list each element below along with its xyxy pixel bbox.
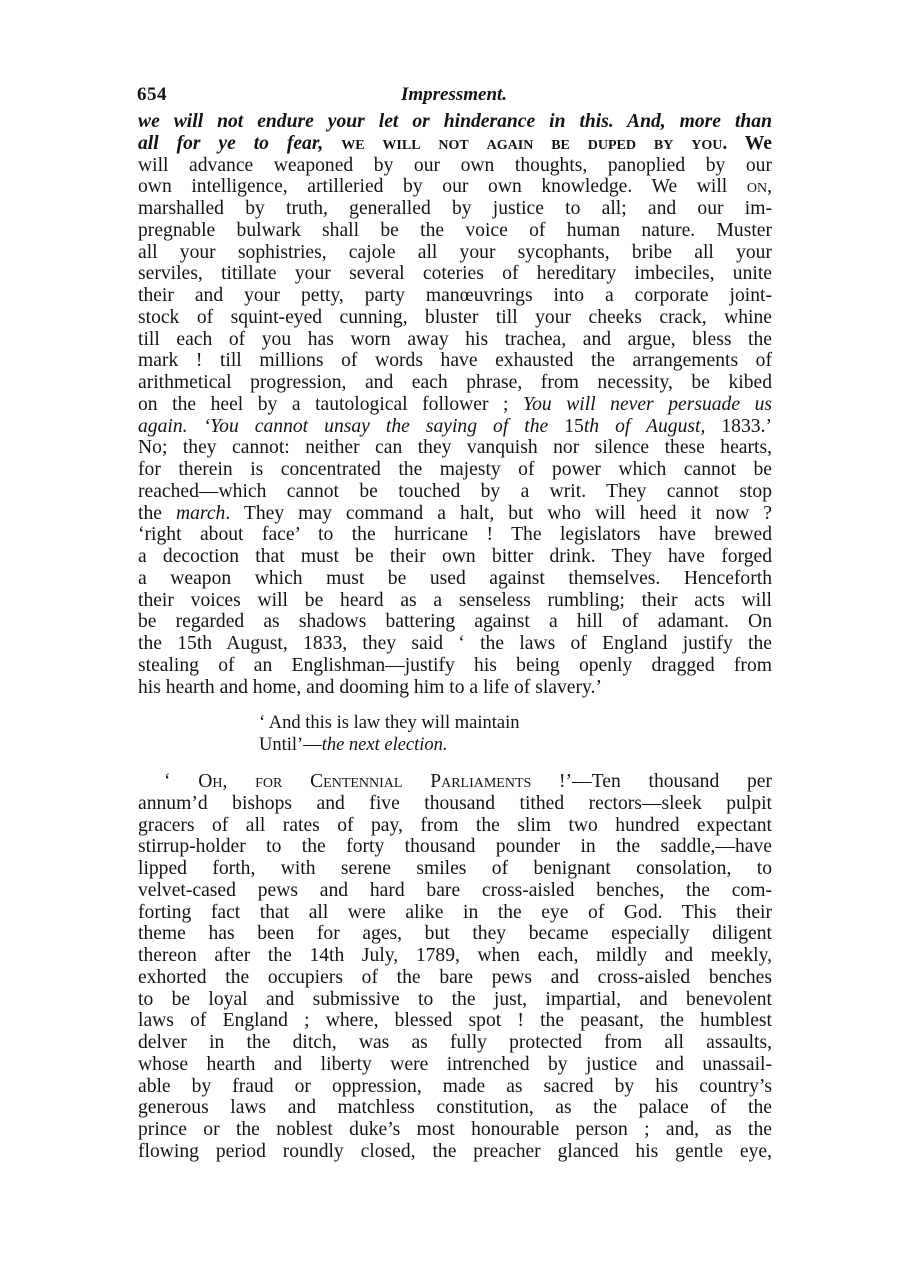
text-segment: own intelligence, artilleried by our own knowledge. We will [138, 176, 747, 198]
text-segment: be regarded as shadows battering against a hill of adamant. On [138, 611, 772, 633]
text-line [138, 633, 772, 655]
text-segment: reached—which cannot be touched by a writ. They cannot stop [138, 480, 772, 502]
text-segment: to be loyal and submissive to the just, impartial, and benevolent [138, 988, 772, 1010]
text-segment: the 15th August, 1833, they said ‘ the laws of England justify the [138, 633, 772, 654]
text-segment: 15 [564, 415, 584, 437]
running-title: Impressment. [400, 84, 508, 105]
text-segment: for therein is concentrated the majesty of power which cannot be [138, 459, 772, 480]
text-segment: we will not endure your let or hinderance in this. And, more than [138, 111, 772, 132]
text-line [138, 503, 772, 525]
text-line [259, 713, 659, 735]
text-segment: prince or the noblest duke’s most honourable person ; and, as the [138, 1119, 772, 1140]
text-segment: a decoction that must be their own bitter drink. They have forged [138, 546, 772, 567]
text-segment: arithmetical progression, and each phrase, from necessity, be kibed [138, 372, 772, 393]
text-line [138, 285, 772, 307]
text-line [138, 546, 772, 568]
text-segment: thereon after the 14th July, 1789, when each, mildly and meekly, [138, 945, 772, 966]
text-line [138, 329, 772, 351]
text-segment: generous laws and matchless constitution, as the palace of the [138, 1097, 772, 1119]
text-segment: forting fact that all were alike in the eye of God. This their [138, 901, 772, 923]
text-segment: all your sophistries, cajole all your sycophants, bribe all your [138, 241, 772, 263]
text-segment: the next election. [321, 734, 448, 755]
text-segment: the [138, 502, 176, 524]
text-line [138, 945, 772, 967]
text-segment: We [727, 132, 772, 154]
text-segment: march [175, 502, 226, 524]
text-line [138, 307, 772, 329]
text-line [138, 242, 772, 264]
text-line [138, 815, 772, 837]
text-segment: . They may command a halt, but who will heed it now ? [225, 502, 772, 524]
text-segment: delver in the ditch, was as fully protected from all assaults, [138, 1032, 772, 1053]
text-line [138, 655, 772, 677]
text-segment: ‘right about face’ to the hurricane ! The legislators have brewed [138, 524, 772, 546]
text-line [138, 771, 772, 793]
text-line [138, 524, 772, 546]
text-line [138, 263, 772, 285]
text-line [259, 735, 659, 757]
text-line [138, 880, 772, 902]
text-segment: their and your petty, party manœuvrings into a corporate joint- [138, 285, 772, 306]
text-line [138, 568, 772, 590]
text-segment: lipped forth, with serene smiles of benignant consolation, to [138, 858, 772, 879]
text-line [138, 133, 772, 155]
text-line [138, 111, 772, 133]
text-line [138, 1141, 772, 1163]
text-segment: able by fraud or oppression, made as sacred by his country’s [138, 1075, 772, 1097]
text-line [138, 590, 772, 612]
text-line [138, 923, 772, 945]
text-line [138, 416, 772, 438]
text-segment: gracers of all rates of pay, from the slim two hundred expectant [138, 814, 772, 836]
verse-quotation [259, 713, 659, 757]
text-segment: th of August, [583, 415, 722, 437]
text-segment: 1833.’ [721, 415, 772, 437]
text-segment: his hearth and home, and dooming him to a life of slavery.’ [138, 676, 602, 698]
text-segment: Until’— [259, 734, 322, 755]
text-segment: on, [746, 176, 772, 198]
text-line [138, 1097, 772, 1119]
text-segment: pregnable bulwark shall be the voice of human nature. Muster [138, 219, 772, 241]
text-line [138, 611, 772, 633]
text-segment: theme has been for ages, but they became especially diligent [138, 923, 772, 945]
text-line [138, 836, 772, 858]
text-segment: velvet-cased pews and hard bare cross-aisled benches, the com- [138, 879, 772, 901]
text-segment: stock of squint-eyed cunning, bluster till your cheeks crack, whine [138, 306, 772, 328]
text-segment: we will not again be duped by you. [341, 132, 728, 154]
text-line [138, 220, 772, 242]
running-head [137, 84, 771, 108]
text-segment: stealing of an Englishman—justify his being openly dragged from [138, 654, 772, 676]
text-line [138, 677, 772, 699]
text-segment: No; they cannot: neither can they vanquish nor silence these hearts, [138, 437, 772, 459]
text-line [138, 1032, 772, 1054]
text-segment: stirrup-holder to the forty thousand pounder in the saddle,—have [138, 836, 772, 858]
text-line [138, 1010, 772, 1032]
text-line [138, 350, 772, 372]
text-line [138, 967, 772, 989]
text-segment: exhorted the occupiers of the bare pews and cross-aisled benches [138, 966, 772, 988]
text-segment: mark ! till millions of words have exhausted the arrangements of [138, 350, 772, 372]
text-segment: laws of England ; where, blessed spot ! the peasant, the humblest [138, 1010, 772, 1032]
text-line [138, 437, 772, 459]
text-line [138, 394, 772, 416]
text-segment: on the heel by a tautological follower ; [138, 393, 524, 415]
text-segment: will advance weaponed by our own thoughts, panoplied by our [138, 154, 772, 176]
text-segment: all for ye to fear, [138, 132, 342, 154]
text-segment: serviles, titillate your several coteries of hereditary imbeciles, unite [138, 263, 772, 285]
text-line [138, 1054, 772, 1076]
text-segment: ‘ And this is law they will maintain [259, 713, 520, 733]
text-segment: !’—Ten thousand per [531, 771, 772, 792]
text-line [138, 176, 772, 198]
text-line [138, 1119, 772, 1141]
text-line [138, 989, 772, 1011]
text-line [138, 459, 772, 481]
text-line [138, 481, 772, 503]
text-segment: You will never persuade us [523, 393, 772, 415]
text-line [138, 902, 772, 924]
text-segment: a weapon which must be used against themselves. Henceforth [138, 567, 772, 589]
text-segment: till each of you has worn away his trachea, and argue, bless the [138, 328, 772, 350]
text-line [138, 198, 772, 220]
text-segment: Oh, for Centennial Parliaments [198, 771, 532, 792]
text-segment: annum’d bishops and five thousand tithed rectors—sleek pulpit [138, 792, 772, 814]
text-segment: marshalled by truth, generalled by justice to all; and our im- [138, 198, 772, 219]
text-line [138, 155, 772, 177]
text-segment: again. ‘You cannot unsay the saying of the [138, 415, 565, 437]
page-number: 654 [137, 84, 167, 105]
paragraph-1 [138, 111, 772, 698]
text-line [138, 793, 772, 815]
text-segment: flowing period roundly closed, the preacher glanced his gentle eye, [138, 1140, 772, 1162]
text-line [138, 1076, 772, 1098]
text-line [138, 858, 772, 880]
text-segment: their voices will be heard as a senseless rumbling; their acts will [138, 589, 772, 611]
text-segment: whose hearth and liberty were intrenched by justice and unassail- [138, 1053, 772, 1075]
text-segment: ‘ [164, 771, 199, 792]
paragraph-2 [138, 771, 772, 1163]
text-line [138, 372, 772, 394]
